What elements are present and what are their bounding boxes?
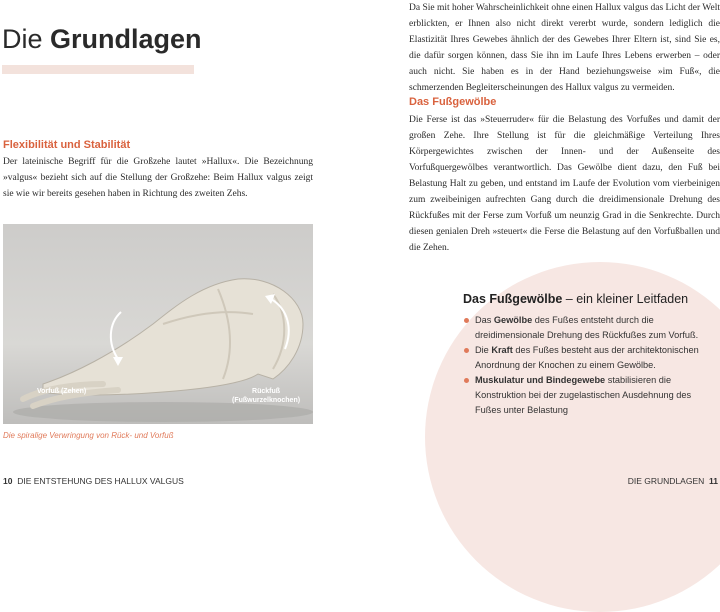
section-body-flexibility: Der lateinische Begriff für die Großzehe lautet »Hallux«. Die Bezeichnung »valgus« bezieht sich auf die Stellung der Großzehe: Beim Hallux valgus zeigt sie wie wir bereits gesehen haben in Richtung des zweiten Zehs. (3, 157, 313, 199)
guide-list-item (463, 343, 718, 373)
running-head-left: DIE ENTSTEHUNG DES HALLUX VALGUS (17, 476, 184, 486)
guide-item-text: des Fußes entsteht durch die dreidimensionale Drehung des Rückfußes zum Vorfuß. (475, 315, 699, 340)
guide-list (463, 313, 718, 418)
guide-item-bold: Muskulatur und Bindegewebe (475, 375, 606, 385)
guide-item-text: Die (475, 345, 492, 355)
page-number-right: 11 (709, 476, 718, 486)
photo-label-forefoot: Vorfuß (Zehen) (37, 388, 87, 395)
guide-item-text: Das (475, 315, 494, 325)
running-head-right: DIE GRUNDLAGEN (627, 476, 705, 486)
section-heading-flexibility: Flexibilität und Stabilität (3, 139, 131, 151)
page-title (2, 24, 202, 55)
page-title-light: Die (2, 24, 43, 54)
bullet-icon (464, 318, 469, 323)
guide-list-item (463, 373, 718, 418)
guide-item-text: des Fußes besteht aus der architektonischen Anordnung der Knochen zu einem Gewölbe. (475, 345, 699, 370)
title-underline-bar (2, 65, 194, 74)
section-heading-arch: Das Fußgewölbe (409, 96, 497, 108)
guide-item-bold: Gewölbe (493, 315, 533, 325)
footer-left (3, 476, 184, 486)
photo-label-hindfoot-line1: Rückfuß (252, 388, 281, 395)
guide-list-item (463, 313, 718, 343)
page-number-left: 10 (3, 476, 13, 486)
guide-box-title-bold: Das Fußgewölbe (463, 292, 563, 306)
section-body-arch: Die Ferse ist das »Steuerruder« für die Belastung des Vorfußes und damit der großen Zehe. Ihre Stellung ist für die gleichmäßige Verteilung Ihres Körpergewichtes zwischen der Innen- und der Außenseite des Vorfußquergewölbes verantwortlich. Das Gewölbe dient dazu, den Fuß bei Belastung Halt zu geben, und entstand im Laufe der Evolution vom vierbeinigen zum zweibeinigen aufrechten Gang durch die dreidimensionale Drehung des Rückfußes mit der Ferse zum Vorfuß um neunzig Grad in die Senkrechte. Durch diesen genialen Dreh »steuert« die Ferse die Belastung auf den Vorfußballen und die Zehen. (409, 115, 720, 253)
guide-box-title (463, 292, 688, 306)
photo-label-hindfoot (232, 387, 300, 405)
bullet-icon (464, 378, 469, 383)
bullet-icon (464, 348, 469, 353)
guide-item-bold: Kraft (491, 345, 513, 355)
guide-item-text: stabilisieren die Konstruktion bei der zugelastischen Ausdehnung des Fußes unter Belastung (475, 375, 692, 415)
guide-box-title-rest: – ein kleiner Leitfaden (562, 292, 689, 306)
intro-paragraph: Da Sie mit hoher Wahrscheinlichkeit ohne einen Hallux valgus das Licht der Welt erblickten, er Ihnen also nicht direkt vererbt wurde, sondern lediglich die Elastizität Ihres Gewebes ähnlich der des Gewebes Ihrer Eltern ist, sind Sie es, die dafür sorgen können, dass Sie ihn im Laufe Ihres Lebens erwerben – oder auch nicht. Sie haben es in der Hand beziehungsweise »im Fuß«, die schmerzenden Begleiterscheinungen des Hallux valgus zu vermeiden. (409, 3, 720, 93)
photo-label-hindfoot-line2: (Fußwurzelknochen) (232, 397, 301, 404)
footer-right (628, 476, 718, 486)
photo-caption: Die spiralige Verwringung von Rück- und Vorfuß (3, 431, 174, 440)
page-title-bold: Grundlagen (50, 24, 202, 54)
